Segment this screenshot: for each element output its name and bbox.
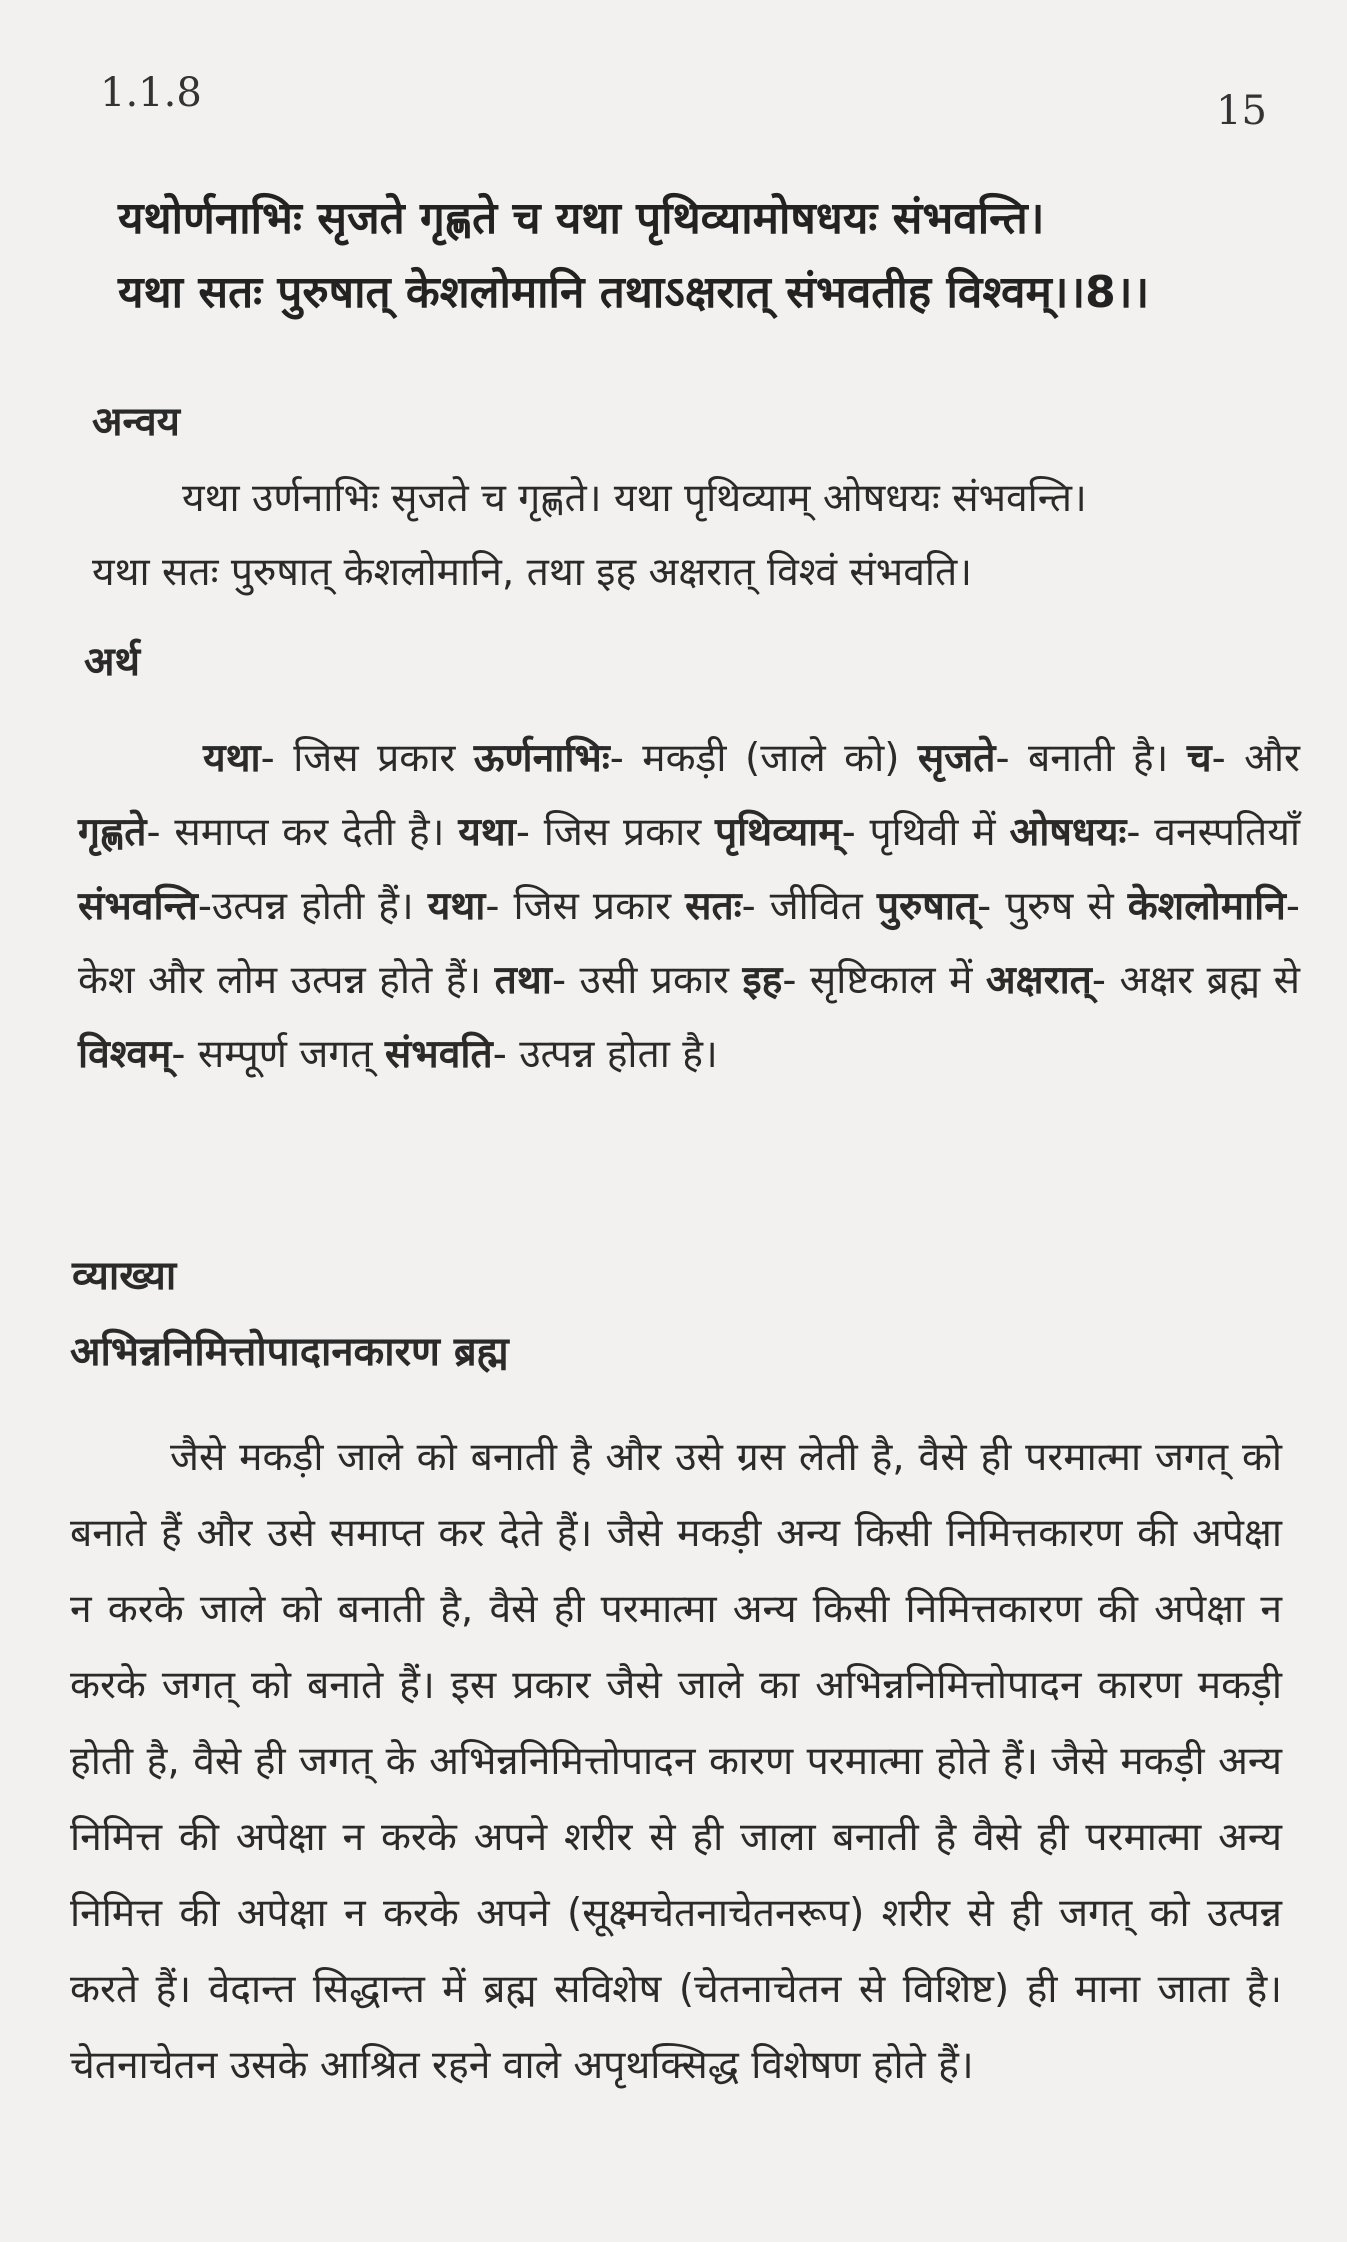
artha-term: संभवति [384,1032,493,1077]
verse-line-2: यथा सतः पुरुषात् केशलोमानि तथाऽक्षरात् संभवतीह विश्वम्।।8।। [118,267,1150,318]
artha-term: यथा [427,884,486,929]
artha-meaning: -उत्पन्न होती हैं। [197,884,428,929]
artha-term: इह [742,958,783,1003]
page-number: 15 [1216,88,1267,134]
verse-line-1: यथोर्णनाभिः सृजते गृह्णते च यथा पृथिव्यामोषधयः संभवन्ति। [118,193,1045,244]
artha-meaning: - जिस प्रकार [485,884,686,929]
artha-meaning: - और [1211,736,1300,781]
page-header [100,70,1287,140]
anvaya-heading: अन्वय [92,399,180,445]
artha-meaning: - जिस प्रकार [515,810,716,855]
artha-meaning: - उसी प्रकार [551,958,743,1003]
artha-term: संभवन्ति [78,884,198,929]
artha-meaning: - वनस्पतियाँ [1126,810,1300,855]
artha-term: ओषधयः [1009,810,1127,855]
artha-meaning: - जिस प्रकार [260,736,474,781]
artha-term: पुरुषात् [876,884,978,929]
artha-meaning: - मकड़ी (जाले को) [609,736,918,781]
artha-meaning: - समाप्त कर देती है। [146,810,459,855]
vyakhya-heading: व्याख्या [72,1253,177,1299]
vyakhya-paragraph-text: जैसे मकड़ी जाले को बनाती है और उसे ग्रस लेती है, वैसे ही परमात्मा जगत् को बनाते हैं और उसे समाप्त कर देते हैं। जैसे मकड़ी अन्य किसी निमित्तकारण की अपेक्षा न करके जाले को बनाती है, वैसे ही परमात्मा अन्य किसी निमित्तकारण की अपेक्षा न करके जगत् को बनाते हैं। इस प्रकार जैसे जाले का अभिन्ननिमित्तोपादन कारण मकड़ी होती है, वैसे ही जगत् के अभिन्ननिमित्तोपादन कारण परमात्मा होते हैं। जैसे मकड़ी अन्य निमित्त की अपेक्षा न करके अपने शरीर से ही जाला बनाती है वैसे ही परमात्मा अन्य निमित्त की अपेक्षा न करके अपने (सूक्ष्मचेतनाचेतनरूप) शरीर से ही जगत् को उत्पन्न करते हैं। वेदान्त सिद्धान्त में ब्रह्म सविशेष (चेतनाचेतन से विशिष्ट) ही माना जाता है। चेतनाचेतन उसके आश्रित रहने वाले अपृथक्सिद्ध विशेषण होते हैं। [70,1435,1282,2088]
artha-meaning: - जीवित [741,884,877,929]
artha-heading: अर्थ [84,639,141,685]
artha-term: सतः [685,884,742,929]
artha-term: सृजते [917,736,996,781]
anvaya-line-1: यथा उर्णनाभिः सृजते च गृह्णते। यथा पृथिव्याम् ओषधयः संभवन्ति। [182,476,1087,521]
artha-meaning: - सृष्टिकाल में [782,958,986,1003]
anvaya-line-2: यथा सतः पुरुषात् केशलोमानि, तथा इह अक्षरात् विश्वं संभवति। [92,550,972,595]
artha-meaning: - पृथिवी में [841,810,1010,855]
artha-term: यथा [458,810,516,855]
artha-text [78,722,1300,1092]
artha-meaning: - बनाती है। [995,736,1187,781]
anvaya-text [92,462,1302,610]
artha-term: पृथिव्याम् [715,810,842,855]
artha-meaning: - सम्पूर्ण जगत् [171,1032,385,1077]
artha-term: केशलोमानि [1127,884,1286,929]
vyakhya-paragraph [70,1420,1282,2104]
artha-term: गृह्णते [78,810,147,855]
verse-block [118,182,1308,330]
vyakhya-subheading: अभिन्ननिमित्तोपादानकारण ब्रह्म [70,1329,509,1375]
artha-term: अक्षरात् [985,958,1092,1003]
artha-meaning: - अक्षर ब्रह्म से [1091,958,1300,1003]
artha-term: ऊर्णनाभिः [473,736,610,781]
artha-term: विश्वम् [78,1032,172,1077]
section-number: 1.1.8 [100,70,202,116]
artha-term: तथा [494,958,552,1003]
artha-meaning: - पुरुष से [977,884,1128,929]
artha-term: यथा [203,736,261,781]
artha-meaning: - उत्पन्न होता है। [492,1032,718,1077]
artha-term: च [1186,736,1212,781]
artha-meaning: - केश और लोम उत्पन्न होते हैं। [78,884,1300,1003]
